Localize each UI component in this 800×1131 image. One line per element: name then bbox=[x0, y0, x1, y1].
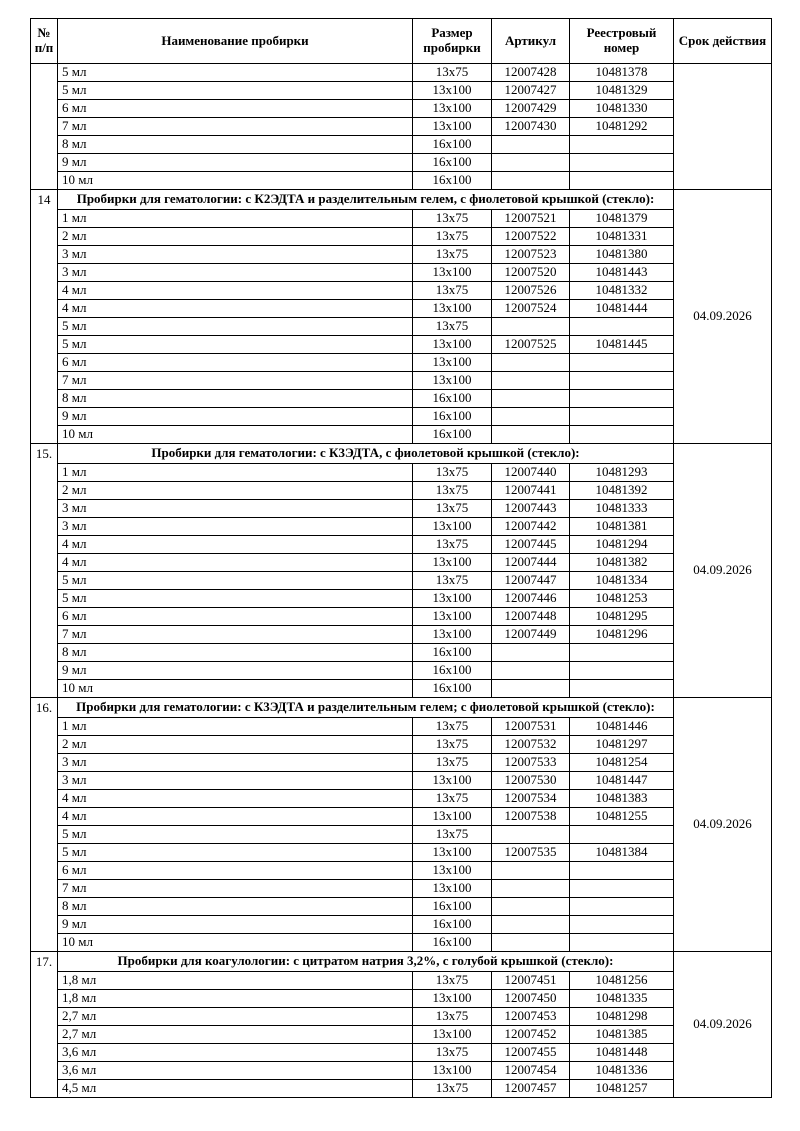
registry-cell: 10481336 bbox=[570, 1062, 674, 1080]
table-row bbox=[31, 282, 772, 300]
size-cell: 13x100 bbox=[413, 626, 492, 644]
registry-cell: 10481257 bbox=[570, 1080, 674, 1098]
article-cell bbox=[492, 916, 570, 934]
table-row bbox=[31, 1008, 772, 1026]
registry-cell: 10481298 bbox=[570, 1008, 674, 1026]
registry-cell: 10481253 bbox=[570, 590, 674, 608]
registry-cell: 10481448 bbox=[570, 1044, 674, 1062]
article-cell: 12007451 bbox=[492, 972, 570, 990]
section-title: Пробирки для гематологии: с К3ЭДТА, с фиолетовой крышкой (стекло): bbox=[58, 444, 674, 464]
article-cell: 12007443 bbox=[492, 500, 570, 518]
article-cell bbox=[492, 880, 570, 898]
article-cell: 12007454 bbox=[492, 1062, 570, 1080]
table-row bbox=[31, 408, 772, 426]
article-cell: 12007449 bbox=[492, 626, 570, 644]
registry-cell: 10481335 bbox=[570, 990, 674, 1008]
registry-cell: 10481381 bbox=[570, 518, 674, 536]
table-row bbox=[31, 228, 772, 246]
size-cell: 13x75 bbox=[413, 246, 492, 264]
table-row bbox=[31, 934, 772, 952]
size-cell: 16x100 bbox=[413, 172, 492, 190]
tube-name-cell: 3 мл bbox=[58, 772, 413, 790]
tube-name-cell: 8 мл bbox=[58, 136, 413, 154]
registry-cell: 10481293 bbox=[570, 464, 674, 482]
registry-cell bbox=[570, 372, 674, 390]
validity-cell: 04.09.2026 bbox=[674, 444, 772, 698]
table-row bbox=[31, 136, 772, 154]
table-row bbox=[31, 246, 772, 264]
tube-name-cell: 6 мл bbox=[58, 100, 413, 118]
article-cell: 12007522 bbox=[492, 228, 570, 246]
table-row bbox=[31, 210, 772, 228]
tube-name-cell: 10 мл bbox=[58, 172, 413, 190]
registry-cell: 10481294 bbox=[570, 536, 674, 554]
tube-name-cell: 7 мл bbox=[58, 372, 413, 390]
article-cell: 12007441 bbox=[492, 482, 570, 500]
article-cell: 12007521 bbox=[492, 210, 570, 228]
article-cell: 12007523 bbox=[492, 246, 570, 264]
size-cell: 16x100 bbox=[413, 136, 492, 154]
tube-name-cell: 3 мл bbox=[58, 246, 413, 264]
article-cell: 12007427 bbox=[492, 82, 570, 100]
article-cell: 12007535 bbox=[492, 844, 570, 862]
tube-name-cell: 4 мл bbox=[58, 300, 413, 318]
article-cell: 12007453 bbox=[492, 1008, 570, 1026]
size-cell: 16x100 bbox=[413, 934, 492, 952]
registry-cell: 10481447 bbox=[570, 772, 674, 790]
table-row bbox=[31, 82, 772, 100]
table-header bbox=[31, 19, 772, 64]
table-row bbox=[31, 1044, 772, 1062]
table-row bbox=[31, 372, 772, 390]
tube-name-cell: 5 мл bbox=[58, 336, 413, 354]
tube-name-cell: 8 мл bbox=[58, 898, 413, 916]
tube-name-cell: 7 мл bbox=[58, 626, 413, 644]
size-cell: 13x100 bbox=[413, 608, 492, 626]
table-row bbox=[31, 644, 772, 662]
tubes-registry-table bbox=[30, 18, 772, 1098]
article-cell: 12007538 bbox=[492, 808, 570, 826]
registry-cell bbox=[570, 662, 674, 680]
tube-name-cell: 8 мл bbox=[58, 644, 413, 662]
size-cell: 16x100 bbox=[413, 154, 492, 172]
table-row bbox=[31, 880, 772, 898]
table-row bbox=[31, 608, 772, 626]
article-cell: 12007445 bbox=[492, 536, 570, 554]
tube-name-cell: 1,8 мл bbox=[58, 990, 413, 1008]
tube-name-cell: 5 мл bbox=[58, 572, 413, 590]
tube-name-cell: 9 мл bbox=[58, 154, 413, 172]
validity-cell: 04.09.2026 bbox=[674, 698, 772, 952]
tube-name-cell: 3 мл bbox=[58, 518, 413, 536]
section-title-row bbox=[31, 190, 772, 210]
table-row bbox=[31, 354, 772, 372]
article-cell: 12007447 bbox=[492, 572, 570, 590]
size-cell: 13x100 bbox=[413, 118, 492, 136]
registry-cell: 10481331 bbox=[570, 228, 674, 246]
tube-name-cell: 2 мл bbox=[58, 482, 413, 500]
article-cell: 12007524 bbox=[492, 300, 570, 318]
article-cell bbox=[492, 390, 570, 408]
size-cell: 16x100 bbox=[413, 644, 492, 662]
registry-cell: 10481292 bbox=[570, 118, 674, 136]
table-row bbox=[31, 100, 772, 118]
tube-name-cell: 4 мл bbox=[58, 536, 413, 554]
article-cell: 12007430 bbox=[492, 118, 570, 136]
size-cell: 13x75 bbox=[413, 228, 492, 246]
tube-name-cell: 7 мл bbox=[58, 118, 413, 136]
registry-cell bbox=[570, 354, 674, 372]
registry-cell: 10481329 bbox=[570, 82, 674, 100]
registry-cell: 10481446 bbox=[570, 718, 674, 736]
table-row bbox=[31, 916, 772, 934]
article-cell bbox=[492, 862, 570, 880]
section-title: Пробирки для гематологии: с К3ЭДТА и разделительным гелем; с фиолетовой крышкой (стекло): bbox=[58, 698, 674, 718]
article-cell bbox=[492, 426, 570, 444]
article-cell: 12007444 bbox=[492, 554, 570, 572]
article-cell bbox=[492, 934, 570, 952]
tube-name-cell: 10 мл bbox=[58, 680, 413, 698]
registry-cell bbox=[570, 426, 674, 444]
article-cell: 12007530 bbox=[492, 772, 570, 790]
tube-name-cell: 3 мл bbox=[58, 500, 413, 518]
tube-name-cell: 3,6 мл bbox=[58, 1062, 413, 1080]
size-cell: 13x75 bbox=[413, 482, 492, 500]
article-cell: 12007455 bbox=[492, 1044, 570, 1062]
validity-cell bbox=[674, 64, 772, 190]
table-row bbox=[31, 482, 772, 500]
article-cell: 12007534 bbox=[492, 790, 570, 808]
size-cell: 13x100 bbox=[413, 1026, 492, 1044]
size-cell: 13x75 bbox=[413, 826, 492, 844]
registry-cell bbox=[570, 916, 674, 934]
registry-cell bbox=[570, 390, 674, 408]
article-cell bbox=[492, 154, 570, 172]
article-cell: 12007429 bbox=[492, 100, 570, 118]
size-cell: 16x100 bbox=[413, 898, 492, 916]
tube-name-cell: 1 мл bbox=[58, 464, 413, 482]
article-cell: 12007442 bbox=[492, 518, 570, 536]
section-number-cell: 14 bbox=[31, 190, 58, 444]
tube-name-cell: 4 мл bbox=[58, 808, 413, 826]
size-cell: 13x75 bbox=[413, 718, 492, 736]
registry-cell: 10481256 bbox=[570, 972, 674, 990]
tube-name-cell: 5 мл bbox=[58, 826, 413, 844]
section-title-row bbox=[31, 952, 772, 972]
table-row bbox=[31, 154, 772, 172]
tube-name-cell: 2 мл bbox=[58, 736, 413, 754]
registry-cell bbox=[570, 136, 674, 154]
size-cell: 13x100 bbox=[413, 1062, 492, 1080]
size-cell: 16x100 bbox=[413, 426, 492, 444]
size-cell: 13x100 bbox=[413, 990, 492, 1008]
size-cell: 13x100 bbox=[413, 264, 492, 282]
size-cell: 13x75 bbox=[413, 572, 492, 590]
table-row bbox=[31, 754, 772, 772]
registry-cell bbox=[570, 680, 674, 698]
tube-name-cell: 9 мл bbox=[58, 408, 413, 426]
section-title-row bbox=[31, 698, 772, 718]
table-row bbox=[31, 972, 772, 990]
registry-cell: 10481333 bbox=[570, 500, 674, 518]
size-cell: 13x75 bbox=[413, 790, 492, 808]
table-row bbox=[31, 390, 772, 408]
size-cell: 13x100 bbox=[413, 554, 492, 572]
article-cell bbox=[492, 644, 570, 662]
size-cell: 16x100 bbox=[413, 390, 492, 408]
size-cell: 13x100 bbox=[413, 82, 492, 100]
tube-name-cell: 10 мл bbox=[58, 426, 413, 444]
article-cell: 12007457 bbox=[492, 1080, 570, 1098]
article-cell: 12007446 bbox=[492, 590, 570, 608]
table-row bbox=[31, 772, 772, 790]
size-cell: 13x75 bbox=[413, 736, 492, 754]
header-validity: Срок действия bbox=[674, 19, 772, 64]
table-row bbox=[31, 990, 772, 1008]
section-number-cell bbox=[31, 64, 58, 190]
registry-cell: 10481392 bbox=[570, 482, 674, 500]
table-row bbox=[31, 264, 772, 282]
registry-cell: 10481379 bbox=[570, 210, 674, 228]
tube-name-cell: 1,8 мл bbox=[58, 972, 413, 990]
registry-cell: 10481255 bbox=[570, 808, 674, 826]
size-cell: 13x100 bbox=[413, 844, 492, 862]
registry-cell: 10481296 bbox=[570, 626, 674, 644]
size-cell: 16x100 bbox=[413, 662, 492, 680]
table-row bbox=[31, 790, 772, 808]
tube-name-cell: 1 мл bbox=[58, 718, 413, 736]
table-row bbox=[31, 626, 772, 644]
tube-name-cell: 4 мл bbox=[58, 790, 413, 808]
table-row bbox=[31, 518, 772, 536]
registry-cell: 10481385 bbox=[570, 1026, 674, 1044]
article-cell bbox=[492, 662, 570, 680]
registry-cell: 10481384 bbox=[570, 844, 674, 862]
table-row bbox=[31, 572, 772, 590]
registry-cell: 10481380 bbox=[570, 246, 674, 264]
table-row bbox=[31, 426, 772, 444]
table-body bbox=[31, 64, 772, 1098]
registry-cell bbox=[570, 826, 674, 844]
tube-name-cell: 2,7 мл bbox=[58, 1026, 413, 1044]
size-cell: 16x100 bbox=[413, 408, 492, 426]
size-cell: 13x75 bbox=[413, 972, 492, 990]
size-cell: 16x100 bbox=[413, 680, 492, 698]
article-cell bbox=[492, 172, 570, 190]
article-cell bbox=[492, 372, 570, 390]
tube-name-cell: 4 мл bbox=[58, 282, 413, 300]
table-row bbox=[31, 844, 772, 862]
tube-name-cell: 3 мл bbox=[58, 754, 413, 772]
tube-name-cell: 10 мл bbox=[58, 934, 413, 952]
header-registry: Реестровый номер bbox=[570, 19, 674, 64]
tube-name-cell: 5 мл bbox=[58, 590, 413, 608]
registry-cell: 10481378 bbox=[570, 64, 674, 82]
table-row bbox=[31, 536, 772, 554]
tube-name-cell: 5 мл bbox=[58, 844, 413, 862]
section-title: Пробирки для гематологии: с К2ЭДТА и разделительным гелем, с фиолетовой крышкой (стекло): bbox=[58, 190, 674, 210]
registry-cell bbox=[570, 644, 674, 662]
article-cell: 12007525 bbox=[492, 336, 570, 354]
tube-name-cell: 2 мл bbox=[58, 228, 413, 246]
tube-name-cell: 9 мл bbox=[58, 662, 413, 680]
size-cell: 13x75 bbox=[413, 64, 492, 82]
section-number-cell: 17. bbox=[31, 952, 58, 1098]
article-cell: 12007533 bbox=[492, 754, 570, 772]
table-row bbox=[31, 1026, 772, 1044]
size-cell: 13x100 bbox=[413, 300, 492, 318]
size-cell: 13x100 bbox=[413, 336, 492, 354]
header-row bbox=[31, 19, 772, 64]
tube-name-cell: 2,7 мл bbox=[58, 1008, 413, 1026]
size-cell: 13x75 bbox=[413, 210, 492, 228]
size-cell: 13x100 bbox=[413, 862, 492, 880]
size-cell: 13x100 bbox=[413, 372, 492, 390]
table-row bbox=[31, 680, 772, 698]
tube-name-cell: 5 мл bbox=[58, 318, 413, 336]
table-row bbox=[31, 808, 772, 826]
registry-cell: 10481382 bbox=[570, 554, 674, 572]
section-title-row bbox=[31, 444, 772, 464]
size-cell: 13x100 bbox=[413, 808, 492, 826]
size-cell: 13x75 bbox=[413, 500, 492, 518]
table-row bbox=[31, 1062, 772, 1080]
table-row bbox=[31, 64, 772, 82]
table-row bbox=[31, 118, 772, 136]
registry-cell: 10481330 bbox=[570, 100, 674, 118]
registry-cell: 10481444 bbox=[570, 300, 674, 318]
table-row bbox=[31, 662, 772, 680]
size-cell: 13x100 bbox=[413, 354, 492, 372]
table-row bbox=[31, 736, 772, 754]
size-cell: 13x75 bbox=[413, 282, 492, 300]
article-cell bbox=[492, 354, 570, 372]
article-cell bbox=[492, 318, 570, 336]
table-row bbox=[31, 300, 772, 318]
tube-name-cell: 5 мл bbox=[58, 82, 413, 100]
size-cell: 13x75 bbox=[413, 1008, 492, 1026]
tube-name-cell: 1 мл bbox=[58, 210, 413, 228]
tube-name-cell: 6 мл bbox=[58, 608, 413, 626]
article-cell: 12007532 bbox=[492, 736, 570, 754]
registry-cell: 10481445 bbox=[570, 336, 674, 354]
table-row bbox=[31, 318, 772, 336]
table-row bbox=[31, 898, 772, 916]
registry-cell: 10481332 bbox=[570, 282, 674, 300]
tube-name-cell: 4 мл bbox=[58, 554, 413, 572]
tube-name-cell: 6 мл bbox=[58, 862, 413, 880]
section-title: Пробирки для коагулологии: с цитратом натрия 3,2%, с голубой крышкой (стекло): bbox=[58, 952, 674, 972]
registry-cell: 10481383 bbox=[570, 790, 674, 808]
article-cell bbox=[492, 136, 570, 154]
size-cell: 13x75 bbox=[413, 318, 492, 336]
table-row bbox=[31, 1080, 772, 1098]
size-cell: 13x100 bbox=[413, 518, 492, 536]
registry-cell bbox=[570, 898, 674, 916]
tube-name-cell: 7 мл bbox=[58, 880, 413, 898]
article-cell: 12007452 bbox=[492, 1026, 570, 1044]
tube-name-cell: 5 мл bbox=[58, 64, 413, 82]
size-cell: 13x100 bbox=[413, 590, 492, 608]
size-cell: 13x75 bbox=[413, 754, 492, 772]
header-size: Размер пробирки bbox=[413, 19, 492, 64]
size-cell: 16x100 bbox=[413, 916, 492, 934]
tube-name-cell: 3 мл bbox=[58, 264, 413, 282]
table-row bbox=[31, 862, 772, 880]
article-cell: 12007526 bbox=[492, 282, 570, 300]
registry-cell bbox=[570, 154, 674, 172]
table-row bbox=[31, 826, 772, 844]
registry-cell: 10481297 bbox=[570, 736, 674, 754]
size-cell: 13x75 bbox=[413, 1044, 492, 1062]
tube-name-cell: 8 мл bbox=[58, 390, 413, 408]
table-row bbox=[31, 718, 772, 736]
header-num: № п/п bbox=[31, 19, 58, 64]
article-cell bbox=[492, 826, 570, 844]
registry-cell: 10481295 bbox=[570, 608, 674, 626]
table-row bbox=[31, 336, 772, 354]
table-row bbox=[31, 464, 772, 482]
table-row bbox=[31, 172, 772, 190]
size-cell: 13x75 bbox=[413, 1080, 492, 1098]
article-cell: 12007450 bbox=[492, 990, 570, 1008]
table-row bbox=[31, 554, 772, 572]
article-cell bbox=[492, 898, 570, 916]
section-number-cell: 16. bbox=[31, 698, 58, 952]
article-cell bbox=[492, 408, 570, 426]
registry-cell: 10481254 bbox=[570, 754, 674, 772]
article-cell bbox=[492, 680, 570, 698]
size-cell: 13x100 bbox=[413, 100, 492, 118]
table-row bbox=[31, 590, 772, 608]
registry-cell bbox=[570, 318, 674, 336]
registry-cell bbox=[570, 408, 674, 426]
section-number-cell: 15. bbox=[31, 444, 58, 698]
article-cell: 12007448 bbox=[492, 608, 570, 626]
registry-cell: 10481334 bbox=[570, 572, 674, 590]
header-article: Артикул bbox=[492, 19, 570, 64]
tube-name-cell: 3,6 мл bbox=[58, 1044, 413, 1062]
registry-cell bbox=[570, 862, 674, 880]
validity-cell: 04.09.2026 bbox=[674, 190, 772, 444]
registry-cell bbox=[570, 172, 674, 190]
tube-name-cell: 9 мл bbox=[58, 916, 413, 934]
size-cell: 13x75 bbox=[413, 464, 492, 482]
registry-cell bbox=[570, 934, 674, 952]
validity-cell: 04.09.2026 bbox=[674, 952, 772, 1098]
tube-name-cell: 6 мл bbox=[58, 354, 413, 372]
tube-name-cell: 4,5 мл bbox=[58, 1080, 413, 1098]
registry-cell bbox=[570, 880, 674, 898]
table-row bbox=[31, 500, 772, 518]
article-cell: 12007428 bbox=[492, 64, 570, 82]
header-name: Наименование пробирки bbox=[58, 19, 413, 64]
article-cell: 12007440 bbox=[492, 464, 570, 482]
size-cell: 13x75 bbox=[413, 536, 492, 554]
article-cell: 12007520 bbox=[492, 264, 570, 282]
size-cell: 13x100 bbox=[413, 880, 492, 898]
article-cell: 12007531 bbox=[492, 718, 570, 736]
registry-cell: 10481443 bbox=[570, 264, 674, 282]
size-cell: 13x100 bbox=[413, 772, 492, 790]
